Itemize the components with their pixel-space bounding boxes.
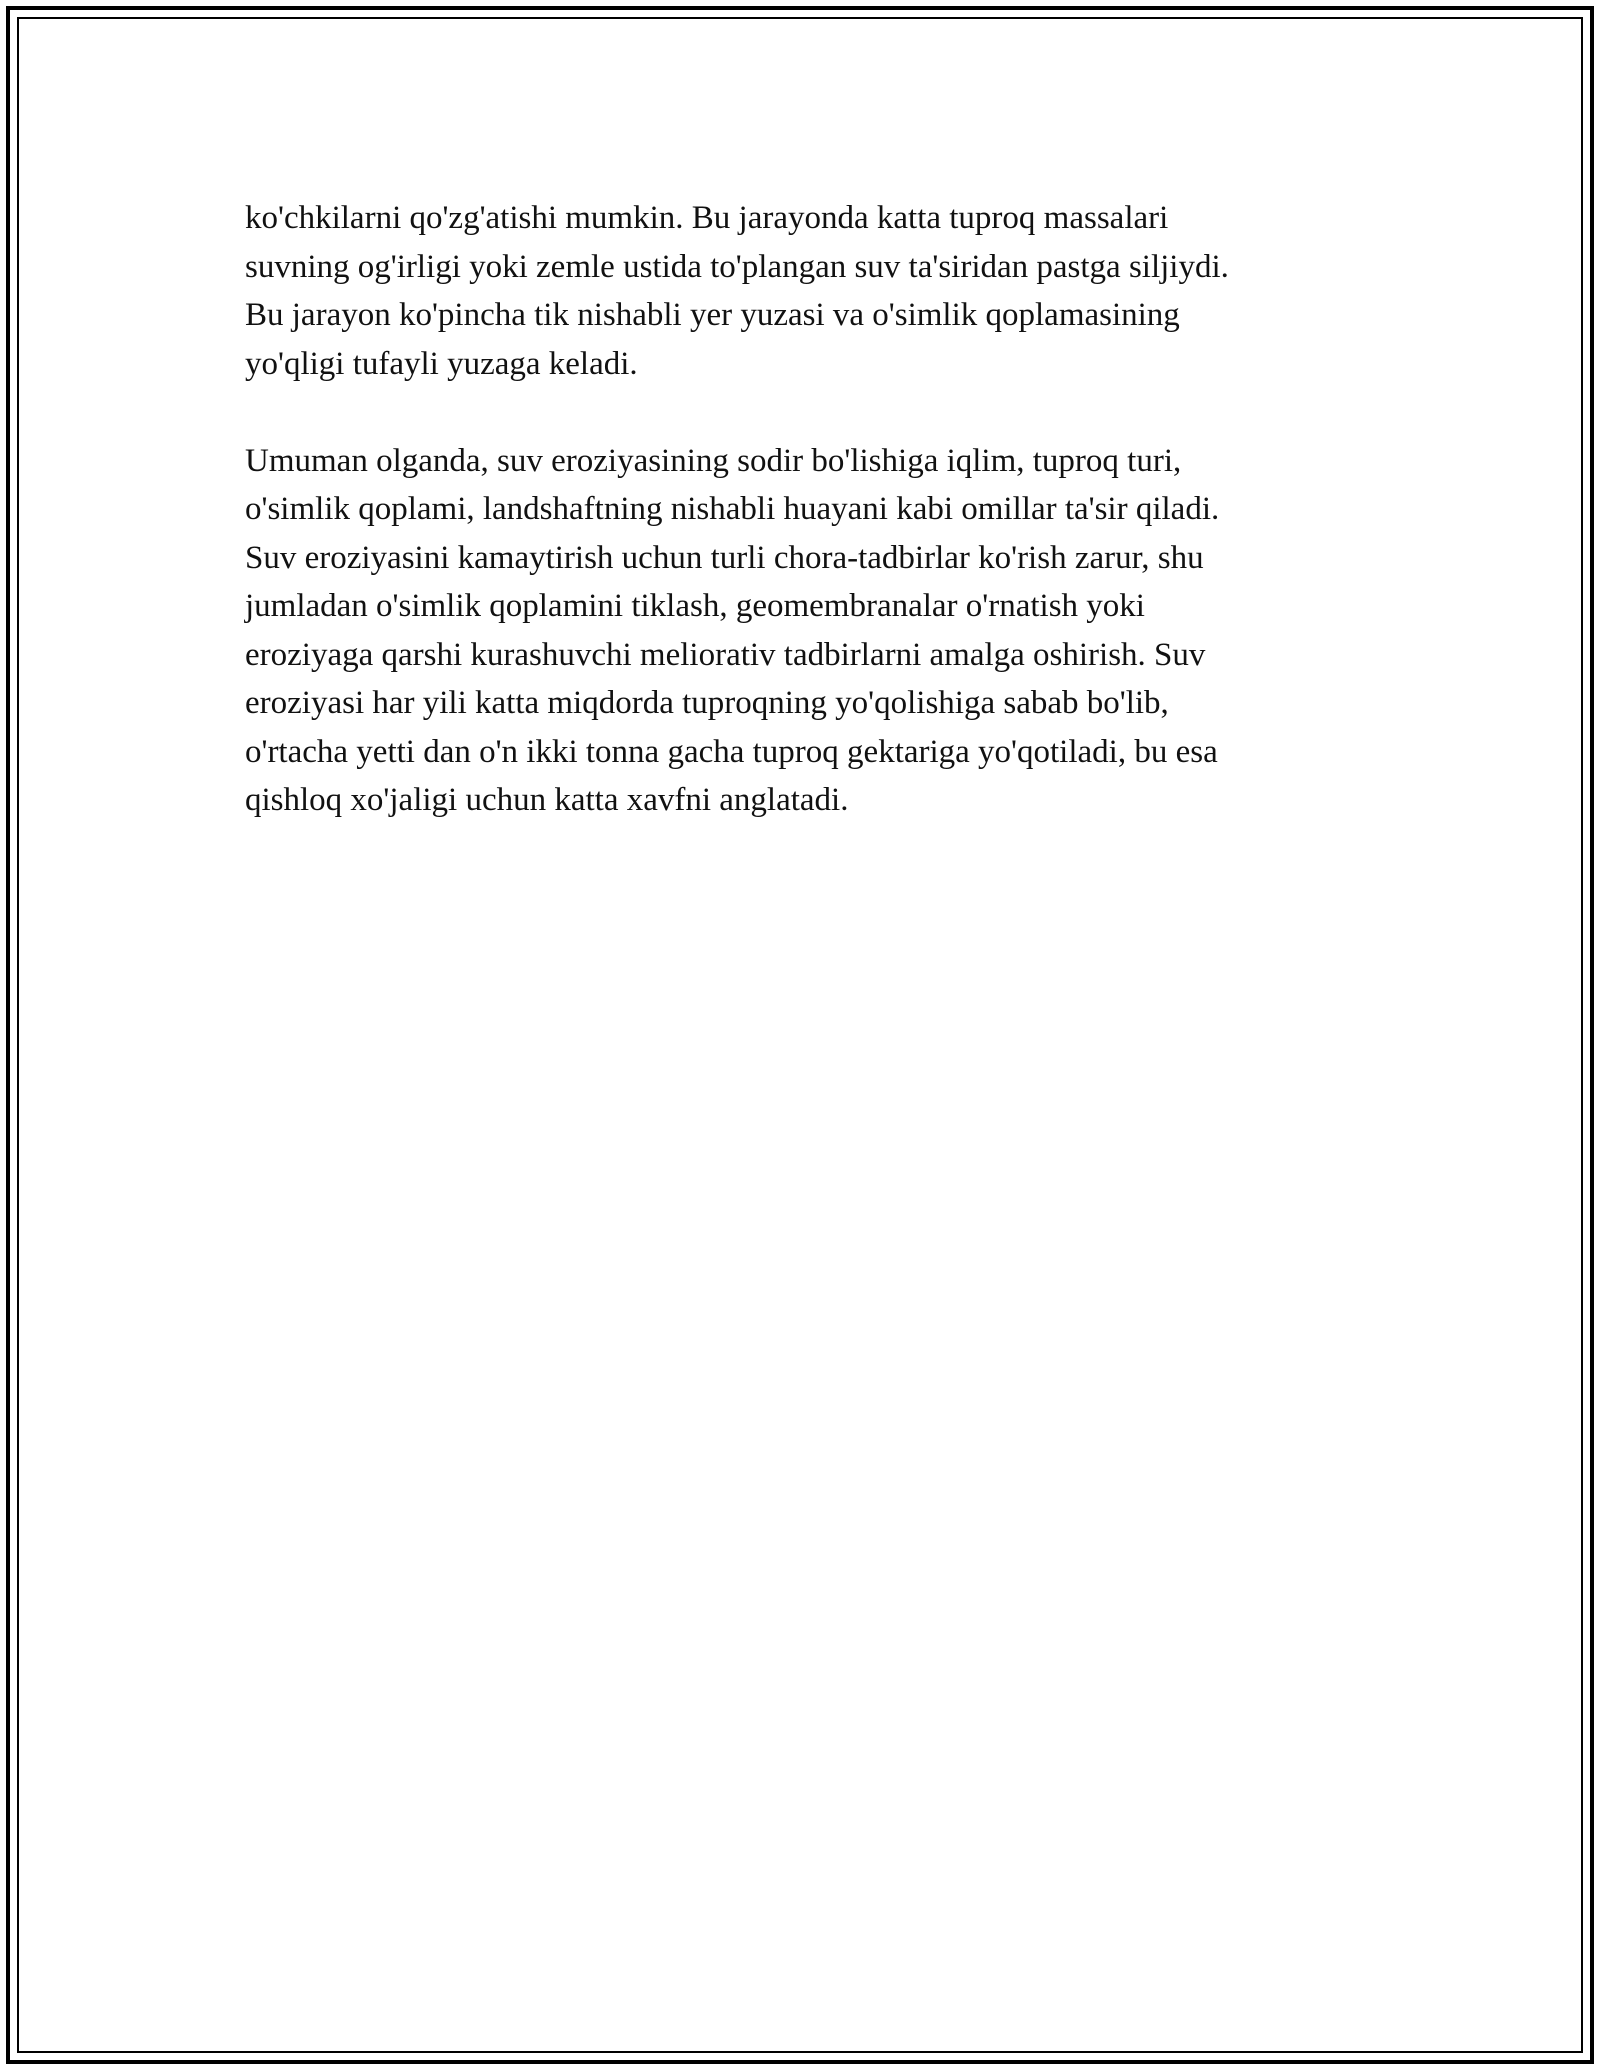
paragraph-landslide: [245, 194, 1375, 388]
text-line: qishloq xo'jaligi uchun katta xavfni anglatadi.: [245, 782, 849, 818]
text-line: eroziyasi har yili katta miqdorda tuproqning yo'qolishiga sabab bo'lib,: [245, 685, 1169, 721]
text-line: yo'qligi tufayli yuzaga keladi.: [245, 345, 638, 382]
text-line: Bu jarayon ko'pincha tik nishabli yer yuzasi va o'simlik qoplamasining: [245, 297, 1180, 333]
text-line: o'simlik qoplami, landshaftning nishabli huayani kabi omillar ta'sir qiladi.: [245, 491, 1220, 527]
text-line: eroziyaga qarshi kurashuvchi meliorativ tadbirlarni amalga oshirish. Suv: [245, 636, 1206, 673]
paragraph-erosion-factors: [245, 437, 1375, 825]
page-border: [6, 6, 1594, 2064]
text-line: o'rtacha yetti dan o'n ikki tonna gacha tuproq gektariga yo'qotiladi, bu esa: [245, 733, 1218, 770]
document-body: [245, 194, 1375, 873]
text-line: ko'chkilarni qo'zg'atishi mumkin. Bu jarayonda katta tuproq massalari: [245, 200, 1169, 236]
text-line: jumladan o'simlik qoplamini tiklash, geomembranalar o'rnatish yoki: [245, 588, 1145, 624]
text-line: Umuman olganda, suv eroziyasining sodir bo'lishiga iqlim, tuproq turi,: [245, 442, 1182, 479]
text-line: suvning og'irligi yoki zemle ustida to'plangan suv ta'siridan pastga siljiydi.: [245, 248, 1229, 285]
text-line: Suv eroziyasini kamaytirish uchun turli chora-tadbirlar ko'rish zarur, shu: [245, 539, 1204, 576]
